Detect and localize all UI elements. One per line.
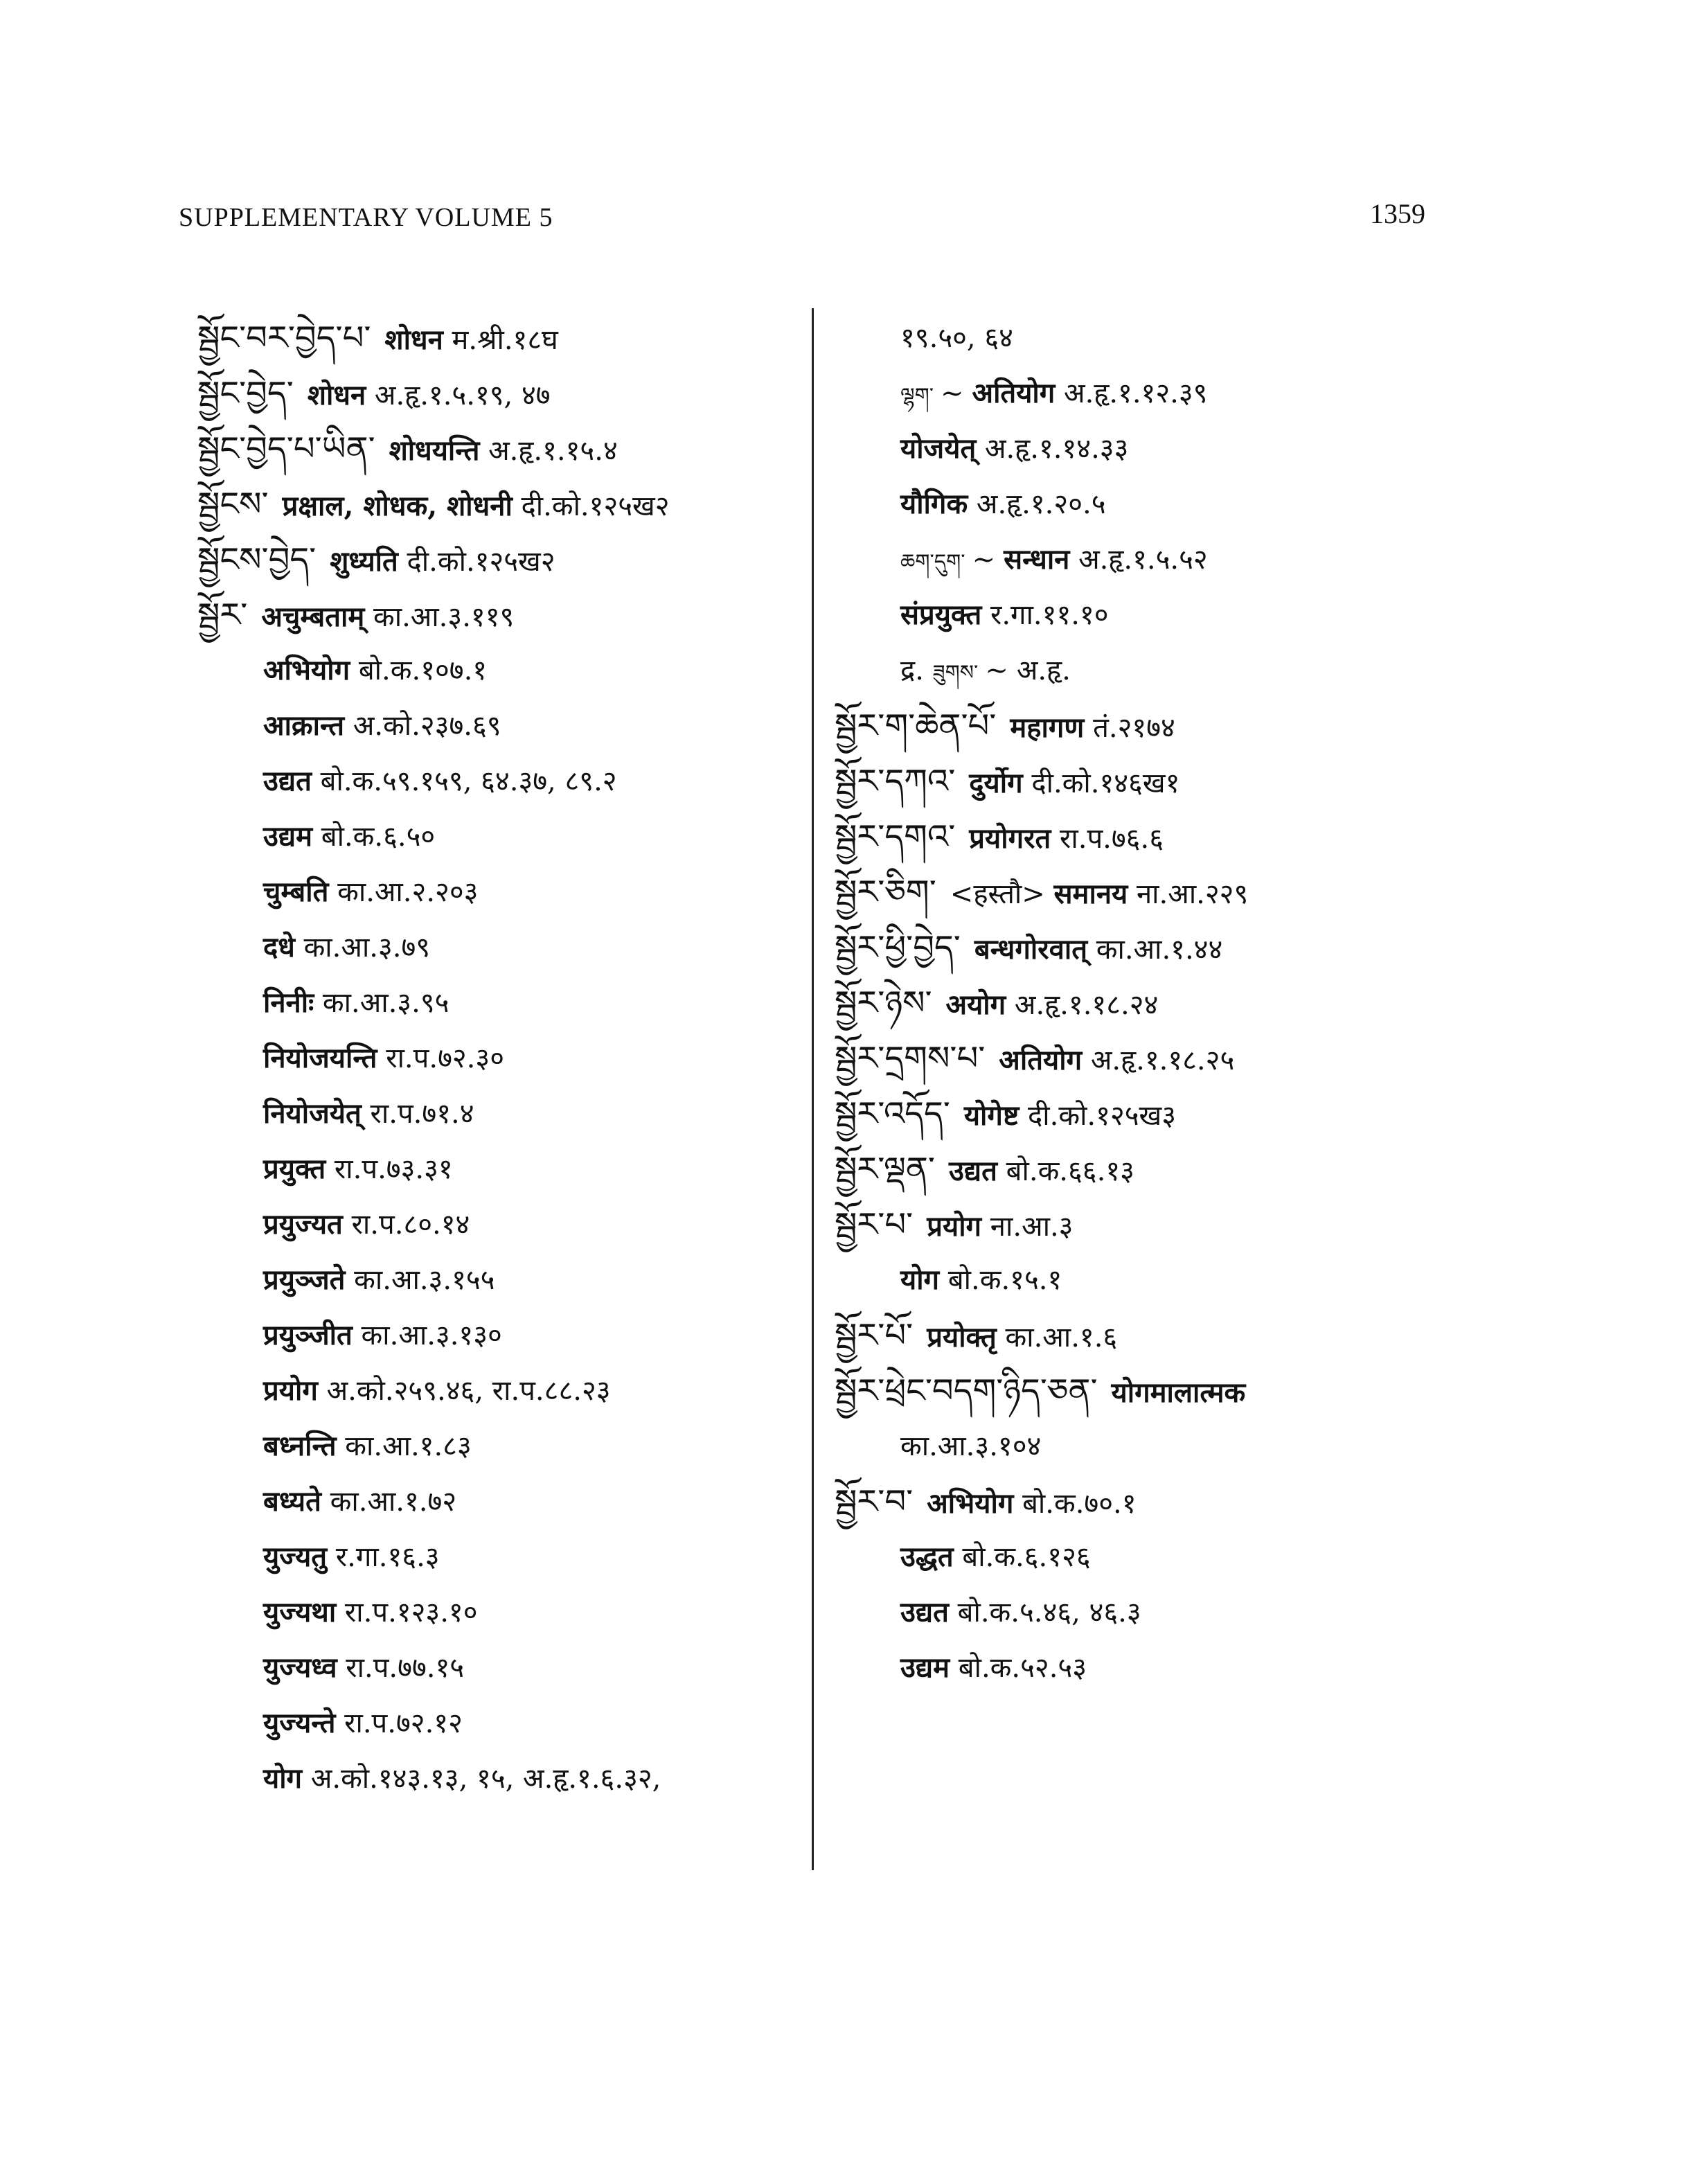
- source-reference: बो.क.५२.५३: [958, 1652, 1087, 1684]
- sanskrit-equivalent: उद्यम: [263, 820, 313, 853]
- source-reference: अ.हृ.१.१८.२५: [1090, 1045, 1235, 1076]
- sub-entry-line: [835, 1640, 1527, 1696]
- sanskrit-equivalent: योग: [900, 1263, 940, 1296]
- sanskrit-equivalent: बध्नन्ति: [263, 1430, 337, 1462]
- tibetan-prefix: ལྷག་: [900, 384, 934, 408]
- sanskrit-equivalent: दधे: [263, 931, 295, 964]
- tibetan-headword: སྦྱོར་ག་ཆེན་པོ་: [835, 707, 997, 745]
- sub-entry-line: [835, 587, 1527, 643]
- source-reference: बो.क.७०.१: [1022, 1488, 1137, 1520]
- source-reference: रा.प.८०.१४: [351, 1209, 470, 1241]
- sub-entry-line: [197, 1197, 793, 1252]
- source-reference: बो.क.१०७.१: [358, 655, 488, 686]
- source-reference: का.आ.३.१०४: [900, 1430, 1042, 1462]
- source-reference: अ.हृ.१.१४.३३: [984, 433, 1129, 465]
- source-reference: अ.को.१४३.१३, १५, अ.हृ.१.६.३२,: [310, 1763, 661, 1795]
- sub-entry-line: [197, 864, 793, 920]
- source-reference: का.आ.१.७२: [330, 1486, 457, 1518]
- sub-entry-line: [197, 1419, 793, 1474]
- sub-entry-line: [197, 1751, 793, 1806]
- sanskrit-equivalent: महागण: [1010, 711, 1085, 744]
- left-column: [197, 310, 793, 1806]
- sanskrit-equivalent: चुम्बति: [263, 876, 329, 908]
- sanskrit-equivalent: अतियोग: [972, 377, 1056, 409]
- source-reference: का.आ.२.२०३: [337, 876, 479, 908]
- sanskrit-equivalent: नियोजयेत्: [263, 1097, 362, 1130]
- sub-entry-line: [197, 1363, 793, 1419]
- source-reference: अ.को.२३७.६९: [353, 710, 501, 742]
- entry-line: [835, 975, 1527, 1031]
- source-reference: बो.क.६.१२६: [962, 1541, 1091, 1573]
- tibetan-headword: སྦྱོར་ཕྲེང་བདག་ཉིད་ཅན་: [835, 1371, 1098, 1410]
- entry-line: [197, 421, 793, 477]
- tibetan-headword: སྦྱོར་བ་: [835, 1482, 914, 1521]
- tibetan-headword: སྦྱོར་ལྡན་: [835, 1150, 936, 1189]
- sanskrit-equivalent: अयोग: [945, 988, 1006, 1021]
- sanskrit-equivalent: प्रयोग: [263, 1374, 318, 1407]
- source-reference: दी.को.१२५ख२: [521, 490, 670, 522]
- sanskrit-equivalent: नियोजयन्ति: [263, 1042, 377, 1074]
- sub-entry-line: [835, 1529, 1527, 1585]
- continuation-line: [835, 310, 1527, 366]
- sanskrit-equivalent: युज्यतु: [263, 1541, 328, 1573]
- sub-entry-line: [197, 1640, 793, 1696]
- sanskrit-equivalent: प्रयुञ्जीत: [263, 1319, 353, 1351]
- entry-line: [835, 1197, 1527, 1252]
- source-reference: र.गा.११.१०: [990, 599, 1109, 631]
- sanskrit-equivalent: प्रयुज्यत: [263, 1208, 343, 1241]
- source-reference: अ.हृ.१.१२.३९: [1064, 378, 1208, 409]
- tibetan-headword: སྦྱོར་ཅིག་: [835, 873, 936, 912]
- sanskrit-equivalent: अभियोग: [927, 1487, 1014, 1520]
- entry-line: [835, 920, 1527, 975]
- sub-entry-line: [197, 754, 793, 809]
- sanskrit-equivalent: उद्यत: [263, 765, 312, 797]
- sub-entry-line: [835, 366, 1527, 421]
- tibetan-headword: སྦྱོར་འདོད་: [835, 1094, 950, 1133]
- sanskrit-equivalent: आक्रान्त: [263, 709, 345, 742]
- sanskrit-equivalent: युज्यध्व: [263, 1651, 337, 1684]
- sub-entry-line: [835, 532, 1527, 587]
- source-reference: रा.प.७७.१५: [346, 1652, 465, 1684]
- cross-reference-line: [835, 643, 1527, 698]
- sub-entry-line: [197, 809, 793, 864]
- sanskrit-equivalent: उद्धत: [900, 1541, 954, 1573]
- sanskrit-equivalent: योगेष्ट: [963, 1099, 1019, 1132]
- source-reference: अ.हृ.१.२०.५: [976, 488, 1106, 520]
- source-reference: तं.२१७४: [1093, 712, 1175, 744]
- sub-entry-line: [197, 1474, 793, 1529]
- sub-entry-line: [197, 1308, 793, 1363]
- sub-entry-line: [197, 975, 793, 1031]
- source-reference: रा.प.७२.३०: [386, 1042, 504, 1074]
- source-reference: अ.हृ.१.५.५२: [1078, 544, 1208, 576]
- sanskrit-equivalent: प्रयोगरत: [969, 822, 1051, 855]
- sanskrit-equivalent: संप्रयुक्त: [900, 598, 982, 631]
- source-reference: का.आ.१.४४: [1096, 934, 1223, 966]
- entry-line: [835, 1363, 1527, 1419]
- sanskrit-equivalent: योजयेत्: [900, 432, 977, 465]
- source-reference: रा.प.७३.३१: [334, 1153, 453, 1185]
- sanskrit-equivalent: दुर्योग: [969, 767, 1023, 799]
- tibetan-headword: སྦྱོར་དགའ་: [835, 817, 956, 856]
- tibetan-headword: སྦྱོངས་: [197, 485, 269, 524]
- source-reference: बो.क.५९.१५९, ६४.३७, ८९.२: [320, 765, 617, 797]
- sub-entry-line: [197, 643, 793, 698]
- entry-line: [835, 698, 1527, 754]
- sanskrit-equivalent: शोधयन्ति: [389, 434, 480, 467]
- sub-entry-line: [835, 421, 1527, 477]
- source-reference: का.आ.३.११९: [373, 601, 515, 633]
- tibetan-headword: སྦྱོར་ཕྱི་བྱེད་: [835, 928, 961, 967]
- tibetan-headword: སྦྱོངས་བྱེད་: [197, 540, 317, 579]
- entry-line: [197, 366, 793, 421]
- entry-line: [197, 310, 793, 366]
- page-number: 1359: [1370, 198, 1425, 229]
- source-reference: अ.हृ.१.५.१९, ४७: [374, 380, 551, 411]
- entry-line: [835, 1142, 1527, 1197]
- source-reference: र.गा.१६.३: [335, 1541, 440, 1573]
- sanskrit-equivalent: प्रक्षाल, शोधक, शोधनी: [282, 490, 513, 522]
- tibetan-headword: སྦྱོང་བར་བྱེད་པ་: [197, 319, 371, 357]
- sub-entry-line: [197, 1086, 793, 1142]
- entry-line: [197, 477, 793, 532]
- sanskrit-equivalent: प्रयोग: [927, 1210, 982, 1243]
- source-reference: का.आ.३.७९: [303, 932, 431, 964]
- sanskrit-equivalent: बध्यते: [263, 1485, 321, 1518]
- entry-line: [835, 1308, 1527, 1363]
- sanskrit-equivalent: योग: [263, 1762, 303, 1795]
- sub-entry-line: [197, 1252, 793, 1308]
- sanskrit-equivalent: युज्यथा: [263, 1596, 337, 1628]
- sub-entry-line: [197, 920, 793, 975]
- sub-entry-line: [197, 1031, 793, 1086]
- sanskrit-equivalent: शोधन: [384, 323, 443, 356]
- sanskrit-equivalent: अतियोग: [999, 1044, 1083, 1076]
- sub-entry-line: [197, 1696, 793, 1751]
- context-note: <हस्तौ>: [950, 878, 1045, 910]
- source-reference: रा.प.७६.६: [1060, 823, 1164, 855]
- sub-entry-line: [197, 698, 793, 754]
- source-reference: रा.प.७२.१२: [344, 1707, 463, 1739]
- tilde-mark: ~: [941, 378, 964, 409]
- source-reference: म.श्री.१८घ: [452, 324, 558, 356]
- sanskrit-equivalent: अभियोग: [263, 654, 350, 686]
- sanskrit-equivalent: बन्धगोरवात्: [974, 933, 1088, 966]
- tilde-mark: ~: [972, 544, 996, 576]
- sub-entry-line: [835, 477, 1527, 532]
- source-reference: दी.को.१४६ख१: [1031, 767, 1180, 799]
- entry-line: [835, 1474, 1527, 1529]
- source-reference: दी.को.१२५ख२: [407, 546, 555, 578]
- sanskrit-equivalent: उद्यत: [900, 1596, 949, 1628]
- source-reference: बो.क.६६.१३: [1006, 1155, 1134, 1187]
- tibetan-prefix: ཆག་དུག་: [900, 550, 965, 574]
- source-reference: अ.हृ.१.१८.२४: [1014, 989, 1159, 1021]
- tibetan-prefix: ཟུགས་: [932, 661, 979, 685]
- source-reference: १९.५०, ६४: [900, 322, 1013, 354]
- entry-line: [835, 809, 1527, 864]
- see-also-marker: द्र.: [900, 655, 933, 686]
- entry-line: [835, 1086, 1527, 1142]
- entry-line: [835, 754, 1527, 809]
- entry-line: [197, 532, 793, 587]
- source-reference: का.आ.३.१५५: [354, 1264, 495, 1296]
- tibetan-headword: སྦྱོང་བྱེད་པ་ཡིན་: [197, 429, 375, 468]
- sanskrit-equivalent: उद्यत: [949, 1155, 997, 1187]
- sanskrit-equivalent: उद्यम: [900, 1651, 950, 1684]
- source-reference: ना.आ.२२९: [1136, 878, 1249, 910]
- tibetan-headword: སྦྱོར་དྲགས་པ་: [835, 1039, 986, 1078]
- source-reference: बो.क.६.५०: [321, 821, 436, 853]
- source-reference: अ.हृ.१.१५.४: [488, 435, 618, 467]
- source-reference: का.आ.३.१३०: [361, 1320, 502, 1351]
- source-reference: अ.हृ.: [1016, 655, 1071, 686]
- tibetan-headword: སྦྱོང་བྱེད་: [197, 374, 294, 413]
- tibetan-headword: སྦྱོར་ཉེས་: [835, 984, 932, 1022]
- sub-entry-line: [197, 1142, 793, 1197]
- source-reference: अ.को.२५९.४६, रा.प.८८.२३: [326, 1375, 611, 1407]
- sanskrit-equivalent: शुध्यति: [330, 545, 398, 578]
- source-reference: रा.प.१२३.१०: [344, 1597, 478, 1628]
- sanskrit-equivalent: प्रयुञ्जते: [263, 1263, 346, 1296]
- sanskrit-equivalent: प्रयुक्त: [263, 1153, 326, 1185]
- source-reference: का.आ.१.८३: [345, 1430, 472, 1462]
- sanskrit-equivalent: शोधन: [307, 379, 366, 411]
- source-reference: रा.प.७१.४: [370, 1098, 474, 1130]
- right-column: [835, 310, 1527, 1696]
- sanskrit-equivalent: समानय: [1053, 878, 1128, 910]
- tibetan-headword: སྦྱོར་དཀའ་: [835, 762, 956, 801]
- continuation-line: [835, 1419, 1527, 1474]
- entry-line: [835, 864, 1527, 920]
- sub-entry-line: [835, 1585, 1527, 1640]
- entry-line: [197, 587, 793, 643]
- sanskrit-equivalent: निनीः: [263, 986, 314, 1019]
- sub-entry-line: [835, 1252, 1527, 1308]
- entry-line: [835, 1031, 1527, 1086]
- source-reference: बो.क.१५.१: [947, 1264, 1062, 1296]
- column-divider: [812, 308, 814, 1870]
- sanskrit-equivalent: प्रयोक्तृ: [927, 1321, 997, 1353]
- sanskrit-equivalent: अचुम्बताम्: [261, 601, 365, 633]
- sub-entry-line: [197, 1585, 793, 1640]
- source-reference: दी.को.१२५ख३: [1028, 1100, 1177, 1132]
- sub-entry-line: [197, 1529, 793, 1585]
- source-reference: का.आ.३.९५: [322, 987, 449, 1019]
- source-reference: का.आ.१.६: [1005, 1322, 1118, 1353]
- tilde-mark: ~: [985, 655, 1008, 686]
- sanskrit-equivalent: सन्धान: [1004, 543, 1070, 576]
- running-title: SUPPLEMENTARY VOLUME 5: [179, 203, 553, 232]
- tibetan-headword: སྦྱོར་པོ་: [835, 1316, 914, 1355]
- tibetan-headword: སྦྱོར་པ་: [835, 1205, 914, 1244]
- sanskrit-equivalent: युज्यन्ते: [263, 1707, 336, 1739]
- tibetan-headword: སྦྱོར་: [197, 596, 248, 634]
- source-reference: ना.आ.३: [990, 1211, 1074, 1243]
- sanskrit-equivalent: यौगिक: [900, 488, 968, 520]
- source-reference: बो.क.५.४६, ४६.३: [957, 1597, 1141, 1628]
- sanskrit-equivalent: योगमालात्मक: [1111, 1376, 1246, 1409]
